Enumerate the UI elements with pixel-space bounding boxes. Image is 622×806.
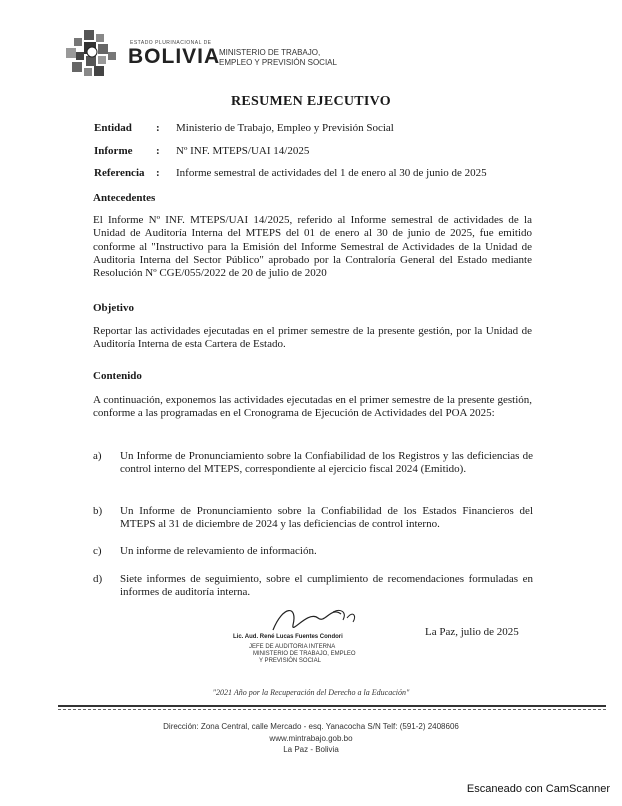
antecedentes-heading: Antecedentes (93, 192, 156, 204)
footer-divider (58, 705, 606, 707)
bolivia-emblem-icon (62, 30, 120, 80)
meta-value: Informe semestral de actividades del 1 de enero al 30 de junio de 2025 (176, 167, 487, 179)
footer-divider-dashed (58, 709, 606, 710)
meta-colon: : (156, 145, 160, 157)
antecedentes-paragraph: El Informe Nº INF. MTEPS/UAI 14/2025, referido al Informe semestral de actividades de la Unidad de Auditoría Interna del MTEPS del 01 de enero al 30 de junio de 2025, fue emitido conforme al "Instructivo para la Emisión del Informe Semestral de Actividades de la Unidad de Auditoria Interna del Sector Público" aprobado por la Contraloría General del Estado mediante Resolución Nº CGE/055/2022 de 20 de julio de 2020 (93, 214, 532, 280)
logo-wordmark: BOLIVIA (128, 45, 221, 68)
place-date: La Paz, julio de 2025 (425, 626, 519, 638)
meta-label: Entidad (94, 122, 132, 134)
motto: "2021 Año por la Recuperación del Derecho a la Educación" (212, 688, 410, 697)
letterhead (62, 30, 382, 80)
stamp-line-1: JEFE DE AUDITORIA INTERNA (249, 644, 336, 650)
list-text: Un Informe de Pronunciamiento sobre la Confiabilidad de los Registros y las deficiencias de control interno del MTEPS, correspondiente al ejercicio fiscal 2024 (Emitido). (120, 450, 533, 476)
ministry-line-2: EMPLEO Y PREVISIÓN SOCIAL (219, 58, 337, 67)
ministry-name (219, 48, 337, 68)
list-marker: a) (93, 450, 102, 462)
list-marker: b) (93, 505, 103, 517)
objetivo-heading: Objetivo (93, 302, 134, 314)
contenido-heading: Contenido (93, 370, 142, 382)
footer-address: Dirección: Zona Central, calle Mercado - esq. Yanacocha S/N Telf: (591-2) 2408606 (163, 722, 459, 731)
signer-name: Lic. Aud. René Lucas Fuentes Condori (233, 634, 343, 640)
meta-colon: : (156, 122, 160, 134)
stamp-line-3: Y PREVISIÓN SOCIAL (259, 658, 321, 664)
contenido-paragraph: A continuación, exponemos las actividades ejecutadas en el primer semestre de la presente gestión, conforme a las programadas en el Cronograma de Ejecución de Actividades del POA 2025: (93, 394, 532, 420)
list-marker: c) (93, 545, 102, 557)
signature-block (213, 600, 373, 670)
stamp-line-2: MINISTERIO DE TRABAJO, EMPLEO (253, 651, 356, 657)
scanner-watermark: Escaneado con CamScanner (466, 783, 610, 795)
meta-value: Ministerio de Trabajo, Empleo y Previsión Social (176, 122, 394, 134)
meta-label: Referencia (94, 167, 145, 179)
footer-website: www.mintrabajo.gob.bo (269, 734, 353, 743)
list-marker: d) (93, 573, 103, 585)
list-text: Siete informes de seguimiento, sobre el cumplimiento de recomendaciones formuladas en informes de auditoría interna. (120, 573, 533, 599)
list-text: Un informe de relevamiento de información. (120, 545, 317, 557)
logo-caption: ESTADO PLURINACIONAL DE (130, 40, 212, 46)
ministry-line-1: MINISTERIO DE TRABAJO, (219, 48, 321, 57)
objetivo-paragraph: Reportar las actividades ejecutadas en el primer semestre de la presente gestión, por la Unidad de Auditoría Interna de esta Cartera de Estado. (93, 325, 532, 351)
list-text: Un Informe de Pronunciamiento sobre la Confiabilidad de los Estados Financieros del MTEPS al 31 de diciembre de 2024 y las deficiencias de control interno. (120, 505, 533, 531)
meta-label: Informe (94, 145, 133, 157)
meta-value: Nº INF. MTEPS/UAI 14/2025 (176, 145, 310, 157)
document-title: RESUMEN EJECUTIVO (230, 94, 391, 109)
footer-city: La Paz - Bolivia (283, 745, 339, 754)
meta-colon: : (156, 167, 160, 179)
